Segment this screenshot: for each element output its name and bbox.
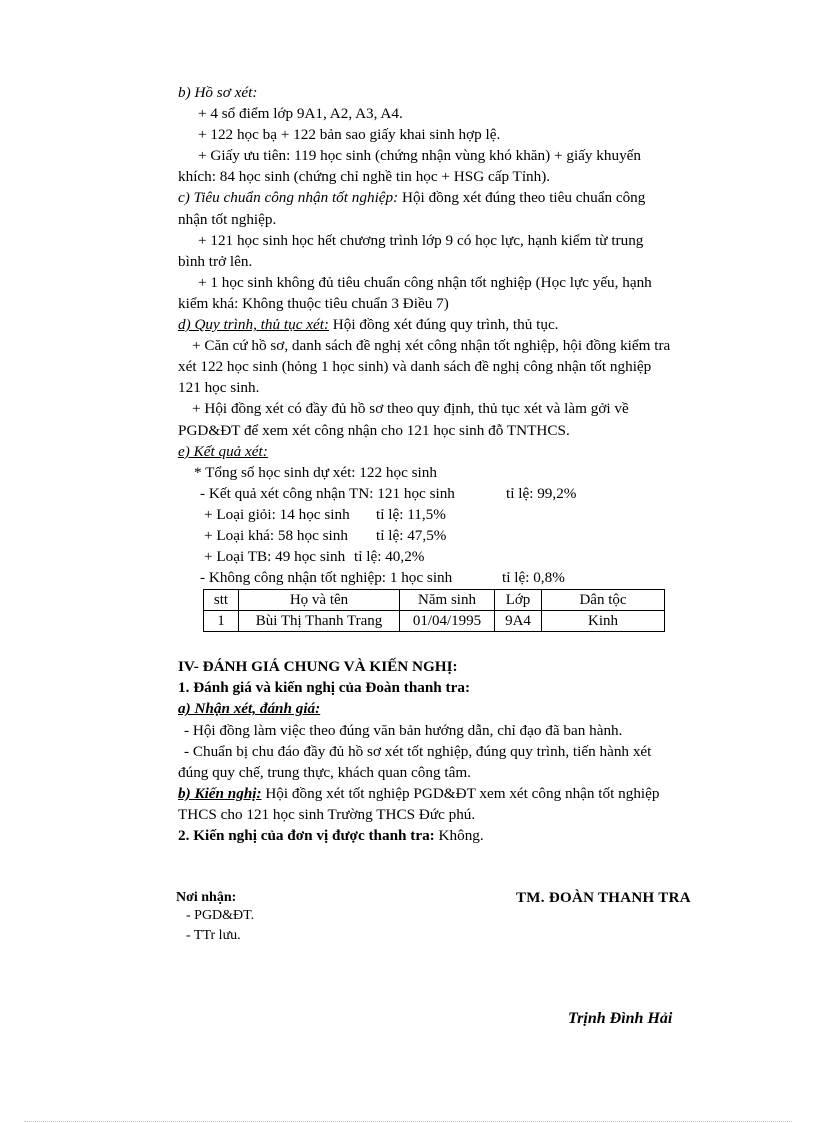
- table-header: stt: [204, 590, 239, 611]
- table-cell: Bùi Thị Thanh Trang: [239, 611, 400, 632]
- stat-line: [178, 525, 743, 546]
- stat-rate: tỉ lệ: 99,2%: [506, 484, 577, 502]
- stat-rate: tỉ lệ: 40,2%: [354, 548, 425, 566]
- section-d-heading: [178, 314, 743, 335]
- subsection-1b-text2: THCS cho 121 học sinh Trường THCS Đức phú.: [178, 805, 476, 823]
- list-item: + 1 học sinh không đủ tiêu chuẩn công nhận tốt nghiệp (Học lực yếu, hạnh: [198, 273, 652, 291]
- section-c-lead: Hội đồng xét đúng theo tiêu chuẩn công: [398, 189, 646, 207]
- list-item: khích: 84 học sinh (chứng chỉ nghề tin học + HSG cấp Tỉnh).: [178, 168, 551, 186]
- list-item: bình trở lên.: [178, 252, 253, 270]
- subsection-2-title: 2. Kiến nghị của đơn vị được thanh tra:: [178, 827, 435, 844]
- stat-label: - Kết quả xét công nhận TN: 121 học sinh: [200, 484, 455, 502]
- table-cell: 1: [204, 611, 239, 632]
- page-bottom-divider: [24, 1121, 792, 1122]
- section-e-title: e) Kết quả xét:: [178, 442, 268, 460]
- stat-line: [178, 546, 743, 567]
- stat-line: [178, 567, 743, 588]
- signature-block: [176, 890, 736, 946]
- table-header: Họ và tên: [239, 590, 400, 611]
- subsection-1-title: 1. Đánh giá và kiến nghị của Đoàn thanh tra:: [178, 679, 470, 697]
- list-item: 121 học sinh.: [178, 379, 260, 397]
- inspection-team-title: TM. ĐOÀN THANH TRA: [516, 890, 691, 906]
- list-item: xét 122 học sinh (hỏng 1 học sinh) và danh sách đề nghị công nhận tốt nghiệp: [178, 358, 652, 376]
- list-item: + Căn cứ hồ sơ, danh sách đề nghị xét công nhận tốt nghiệp, hội đồng kiểm tra: [192, 337, 671, 355]
- section-d-title: d) Quy trình, thủ tục xét:: [178, 316, 329, 334]
- list-item: - Hội đồng làm việc theo đúng văn bản hướng dẫn, chỉ đạo đã ban hành.: [184, 721, 623, 739]
- recipient-item: - PGD&ĐT.: [186, 908, 255, 923]
- list-item: kiểm khá: Không thuộc tiêu chuẩn 3 Điều 7): [178, 294, 449, 312]
- section-b-title: b) Hồ sơ xét:: [178, 84, 258, 101]
- table-header: Lớp: [495, 590, 542, 611]
- section-c-title: c) Tiêu chuẩn công nhận tốt nghiệp:: [178, 189, 399, 207]
- stat-line: [178, 483, 743, 504]
- list-item: + Giấy ưu tiên: 119 học sinh (chứng nhận vùng khó khăn) + giấy khuyến: [198, 147, 642, 165]
- section-c-heading: [178, 187, 743, 208]
- subsection-1b-text: Hội đồng xét tốt nghiệp PGD&ĐT xem xét công nhận tốt nghiệp: [261, 784, 660, 802]
- stat-label: + Loại khá: 58 học sinh: [204, 526, 348, 544]
- failed-student-table: [203, 589, 665, 632]
- subsection-1b: [178, 783, 743, 804]
- list-item: PGD&ĐT để xem xét công nhận cho 121 học sinh đỗ TNTHCS.: [178, 421, 570, 439]
- table-cell: Kinh: [542, 611, 665, 632]
- list-item: đúng quy chế, trung thực, khách quan công tâm.: [178, 763, 471, 781]
- total-line: * Tổng số học sinh dự xét: 122 học sinh: [194, 463, 437, 481]
- subsection-2: [178, 825, 743, 846]
- stat-rate: tỉ lệ: 0,8%: [502, 569, 565, 587]
- section-d-lead: Hội đồng xét đúng quy trình, thủ tục.: [329, 316, 559, 334]
- subsection-2-text: Không.: [434, 827, 484, 844]
- stat-label: - Không công nhận tốt nghiệp: 1 học sinh: [200, 569, 453, 587]
- recipient-item: - TTr lưu.: [186, 928, 241, 943]
- stat-label: + Loại TB: 49 học sinh: [204, 548, 346, 566]
- stat-line: [178, 504, 743, 525]
- document-body: [178, 82, 743, 846]
- subsection-1a-title: a) Nhận xét, đánh giá:: [178, 700, 321, 718]
- table-header: Năm sinh: [400, 590, 495, 611]
- list-item: + 4 sổ điểm lớp 9A1, A2, A3, A4.: [198, 105, 403, 123]
- stat-rate: tỉ lệ: 11,5%: [376, 505, 446, 523]
- signer-name: Trịnh Đình Hải: [568, 1010, 673, 1027]
- section-iv-title: IV- ĐÁNH GIÁ CHUNG VÀ KIẾN NGHỊ:: [178, 658, 458, 676]
- list-item: + 121 học sinh học hết chương trình lớp 9 có học lực, hạnh kiểm từ trung: [198, 231, 644, 249]
- table-row: [204, 611, 665, 632]
- subsection-1b-title: b) Kiến nghị:: [178, 784, 262, 802]
- stat-rate: tỉ lệ: 47,5%: [376, 526, 447, 544]
- list-item: + Hội đồng xét có đầy đủ hồ sơ theo quy định, thủ tục xét và làm gởi về: [192, 400, 629, 418]
- list-item: + 122 học bạ + 122 bản sao giấy khai sinh hợp lệ.: [198, 126, 501, 144]
- recipients-title: Nơi nhận:: [176, 890, 237, 905]
- table-cell: 01/04/1995: [400, 611, 495, 632]
- table-cell: 9A4: [495, 611, 542, 632]
- table-header-row: [204, 590, 665, 611]
- section-iv: [178, 656, 743, 846]
- stat-label: + Loại giỏi: 14 học sinh: [204, 505, 350, 523]
- table-header: Dân tộc: [542, 590, 665, 611]
- section-c-lead2: nhận tốt nghiệp.: [178, 210, 277, 228]
- list-item: - Chuẩn bị chu đáo đầy đủ hồ sơ xét tốt nghiệp, đúng quy trình, tiến hành xét: [184, 742, 652, 760]
